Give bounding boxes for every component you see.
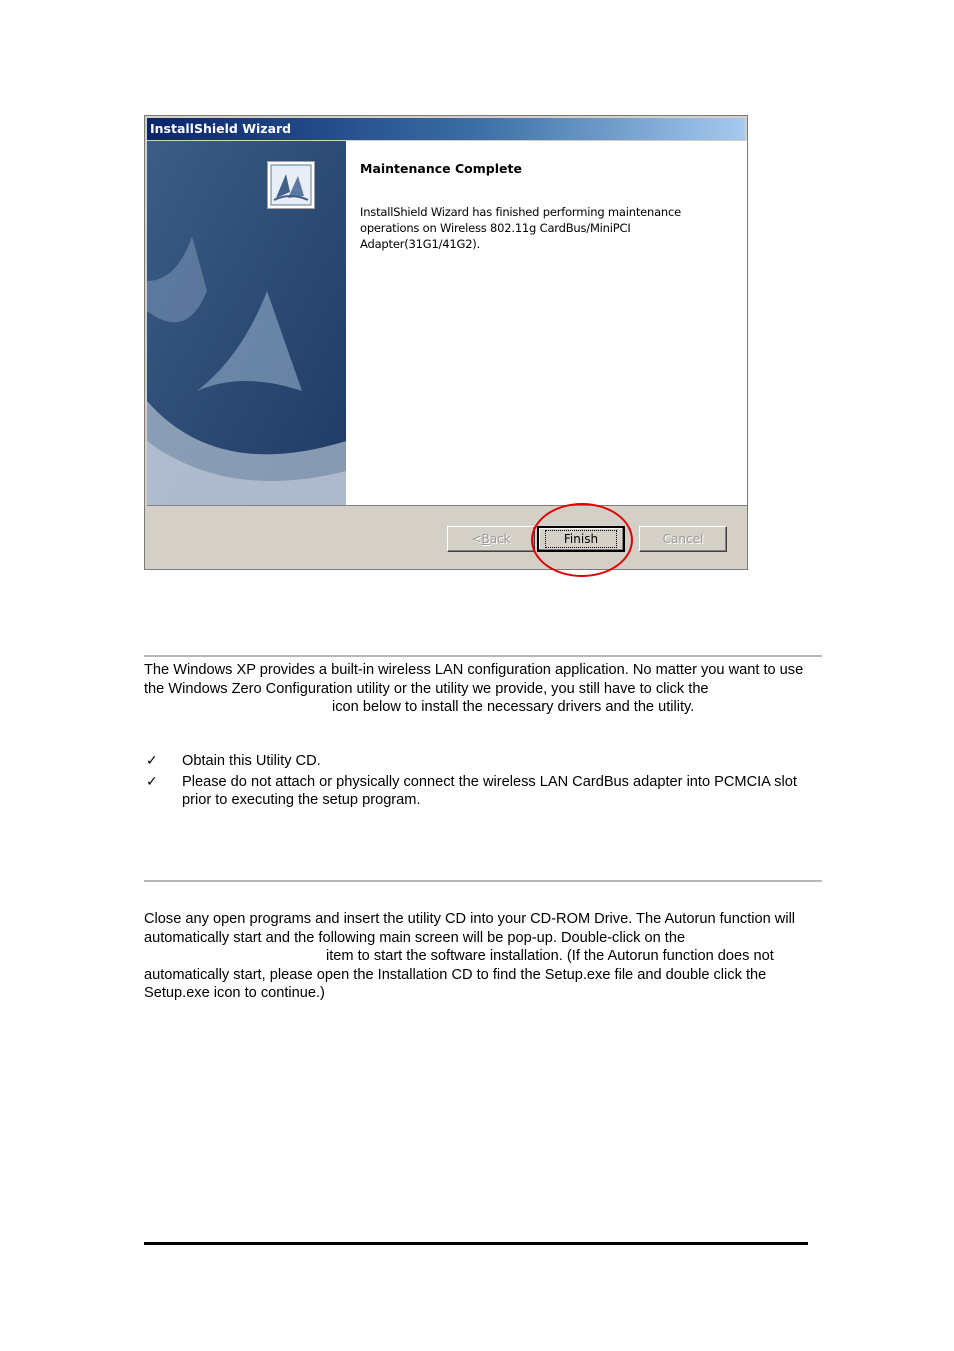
section-divider-1: [144, 655, 822, 657]
section1-text-2: icon below to install the necessary drivers and the utility.: [332, 699, 695, 715]
wizard-title-bar: InstallShield Wizard: [147, 118, 745, 140]
installshield-wizard-window: [144, 115, 748, 570]
wizard-message: InstallShield Wizard has finished performing maintenance operations on Wireless 802.11g CardBus/MiniPCI Adapter(31G1/41G2).: [360, 205, 682, 251]
section-divider-2: [144, 880, 822, 882]
section2-text-2: item to start the software installation. (If the Autorun function does not automatically start, please open the Installation CD to find the Setup.exe file and double click the Setup.exe icon to continue.): [144, 948, 774, 1001]
back-button[interactable]: [447, 526, 535, 552]
check-mark-icon: ✓: [146, 773, 158, 790]
wizard-body: [147, 141, 747, 506]
section1-paragraph: [144, 661, 824, 717]
section2-paragraph: [144, 910, 824, 1003]
checklist-item: [144, 752, 824, 771]
footer-rule: [144, 1242, 808, 1245]
installshield-logo-icon: [267, 161, 315, 209]
checklist-item-text: Obtain this Utility CD.: [182, 753, 321, 769]
back-button-prefix: <: [471, 532, 482, 546]
cancel-button[interactable]: Cancel: [639, 526, 727, 552]
checklist-item-text: Please do not attach or physically connect the wireless LAN CardBus adapter into PCMCIA slot prior to executing the setup program.: [182, 773, 797, 808]
check-mark-icon: ✓: [146, 753, 158, 769]
section1-text-1: The Windows XP provides a built-in wireless LAN configuration application. No matter you want to use the Windows Zero Configuration utility or the utility we provide, you still have to click the: [144, 662, 804, 697]
checklist-item: [144, 773, 824, 810]
finish-button-label: Finish: [545, 530, 617, 548]
wizard-side-artwork: [147, 141, 346, 505]
back-button-accel: B: [481, 532, 490, 546]
requirements-checklist: [144, 752, 824, 812]
wizard-side-panel: [147, 141, 346, 505]
finish-button[interactable]: [537, 526, 625, 552]
wizard-heading: Maintenance Complete: [360, 161, 522, 176]
section2-text-1: Close any open programs and insert the utility CD into your CD-ROM Drive. The Autorun function will automatically start and the following main screen will be pop-up. Double-click on the: [144, 911, 796, 946]
back-button-rest: ack: [489, 532, 511, 546]
wizard-content: [360, 161, 720, 252]
